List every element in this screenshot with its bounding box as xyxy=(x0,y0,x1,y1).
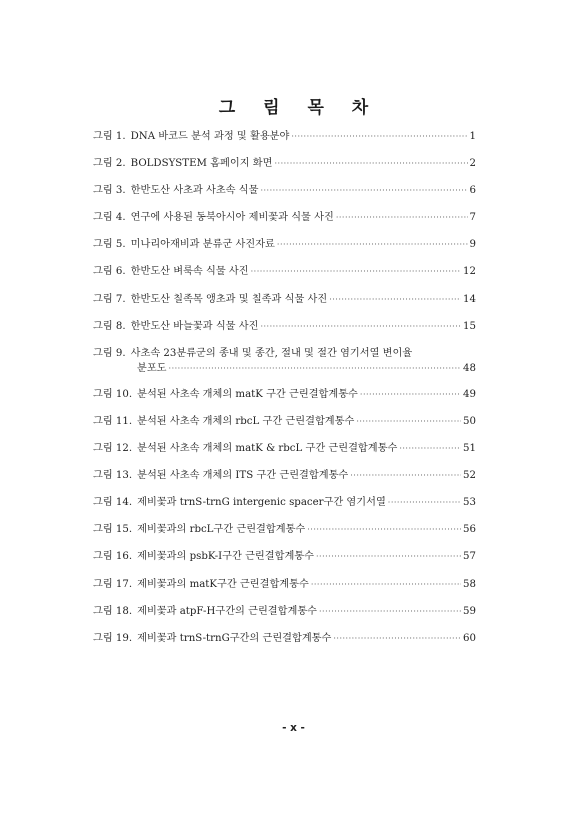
figure-caption: 한반도산 칠족목 앵초과 및 칠족과 식물 사진 xyxy=(130,293,328,305)
dot-leader xyxy=(399,441,461,457)
dot-leader xyxy=(329,292,461,308)
figure-caption: 연구에 사용된 동북아시아 제비꽃과 식물 사진 xyxy=(130,212,334,224)
page-number: 15 xyxy=(463,320,476,332)
dot-leader xyxy=(350,468,461,484)
page-number: 9 xyxy=(469,239,476,251)
toc-entry xyxy=(93,210,476,226)
figure-number: 그림 16. xyxy=(93,551,133,563)
figure-caption-continued: 분포도 xyxy=(137,362,167,374)
dot-leader xyxy=(360,387,461,403)
figure-caption: DNA 바코드 분석 과정 및 활용분야 xyxy=(130,131,290,142)
dot-leader xyxy=(260,319,461,335)
toc-entry xyxy=(93,468,476,484)
figure-list xyxy=(93,129,476,658)
figure-number: 그림 15. xyxy=(93,524,133,536)
figure-caption: 분석된 사초속 개체의 matK & rbcL 구간 근린결합계통수 xyxy=(137,443,398,455)
figure-caption: 제비꽃과의 psbK-I구간 근린결합계통수 xyxy=(137,551,314,563)
page-number: 52 xyxy=(463,470,476,482)
dot-leader xyxy=(336,210,468,226)
page-number: 49 xyxy=(463,388,476,400)
page-number: 2 xyxy=(469,158,476,170)
dot-leader xyxy=(311,577,461,593)
dot-leader xyxy=(169,361,462,376)
figure-number: 그림 12. xyxy=(93,443,133,455)
figure-number: 그림 9. xyxy=(93,347,126,359)
figure-number: 그림 6. xyxy=(93,266,126,278)
dot-leader xyxy=(251,264,461,280)
dot-leader xyxy=(316,549,461,565)
figure-caption: 제비꽃과 atpF-H구간의 근린결합계통수 xyxy=(137,605,318,617)
toc-entry xyxy=(93,292,476,308)
page-number: 14 xyxy=(463,293,476,305)
figure-number: 그림 13. xyxy=(93,470,133,482)
page-number: 56 xyxy=(463,524,476,536)
figure-number: 그림 11. xyxy=(93,415,133,427)
toc-entry xyxy=(93,264,476,280)
dot-leader xyxy=(356,414,461,430)
page-number: 7 xyxy=(469,212,476,224)
figure-caption: 한반도산 바늘꽃과 식물 사진 xyxy=(130,320,259,332)
figure-number: 그림 8. xyxy=(93,320,126,332)
figure-caption: 한반도산 사초과 사초속 식물 xyxy=(130,185,259,197)
toc-entry xyxy=(93,129,476,145)
figure-caption: 분석된 사초속 개체의 rbcL 구간 근린결합계통수 xyxy=(137,415,355,427)
toc-entry xyxy=(93,237,476,253)
page-number: 6 xyxy=(469,185,476,197)
figure-number: 그림 5. xyxy=(93,239,126,251)
figure-caption: 분석된 사초속 개체의 ITS 구간 근린결합계통수 xyxy=(137,470,349,482)
dot-leader xyxy=(307,522,461,538)
page-number: 48 xyxy=(463,362,476,374)
toc-entry xyxy=(93,414,476,430)
page-number: 60 xyxy=(463,632,476,644)
figure-number: 그림 14. xyxy=(93,497,133,509)
figure-number: 그림 2. xyxy=(93,158,126,170)
figure-number: 그림 7. xyxy=(93,293,126,305)
toc-entry xyxy=(93,522,476,538)
toc-entry xyxy=(93,346,476,376)
figure-number: 그림 10. xyxy=(93,388,133,400)
toc-entry xyxy=(93,495,476,511)
toc-entry xyxy=(93,183,476,199)
figure-number: 그림 19. xyxy=(93,632,133,644)
toc-entry xyxy=(93,319,476,335)
page-footer-number: - x - xyxy=(282,722,305,734)
dot-leader xyxy=(388,495,461,511)
page-number: 50 xyxy=(463,415,476,427)
page-number: 51 xyxy=(463,443,476,455)
figure-number: 그림 18. xyxy=(93,605,133,617)
figure-caption: BOLDSYSTEM 홈페이지 화면 xyxy=(130,158,273,170)
dot-leader xyxy=(333,631,461,647)
figure-caption: 제비꽃과의 rbcL구간 근린결합계통수 xyxy=(137,524,306,536)
dot-leader xyxy=(291,129,467,145)
page-number: 1 xyxy=(469,131,476,142)
page-number: 58 xyxy=(463,578,476,590)
page-number: 53 xyxy=(463,497,476,509)
dot-leader xyxy=(319,604,461,620)
dot-leader xyxy=(277,237,468,253)
page-title: 그 림 목 차 xyxy=(218,98,380,118)
page-number: 59 xyxy=(463,605,476,617)
toc-entry xyxy=(93,631,476,647)
toc-entry xyxy=(93,156,476,172)
figure-number: 그림 4. xyxy=(93,212,126,224)
figure-number: 그림 1. xyxy=(93,131,126,142)
figure-caption: 미나리아재비과 분류군 사진자료 xyxy=(130,239,275,251)
figure-number: 그림 17. xyxy=(93,578,133,590)
figure-caption: 분석된 사초속 개체의 matK 구간 근린결합계통수 xyxy=(137,388,358,400)
toc-entry xyxy=(93,387,476,403)
dot-leader xyxy=(260,183,467,199)
page-number: 57 xyxy=(463,551,476,563)
toc-entry xyxy=(93,441,476,457)
figure-caption: 제비꽃과의 matK구간 근린결합계통수 xyxy=(137,578,309,590)
page-number: 12 xyxy=(463,266,476,278)
figure-caption: 제비꽃과 trnS-trnG구간의 근린결합계통수 xyxy=(137,632,332,644)
figure-caption: 한반도산 벼룩속 식물 사진 xyxy=(130,266,249,278)
toc-entry xyxy=(93,577,476,593)
dot-leader xyxy=(274,156,467,172)
figure-caption: 사초속 23분류군의 종내 및 종간, 절내 및 절간 염기서열 변이율 xyxy=(130,347,413,359)
toc-entry xyxy=(93,604,476,620)
figure-number: 그림 3. xyxy=(93,185,126,197)
toc-entry xyxy=(93,549,476,565)
figure-caption: 제비꽃과 trnS-trnG intergenic spacer구간 염기서열 xyxy=(137,497,386,509)
